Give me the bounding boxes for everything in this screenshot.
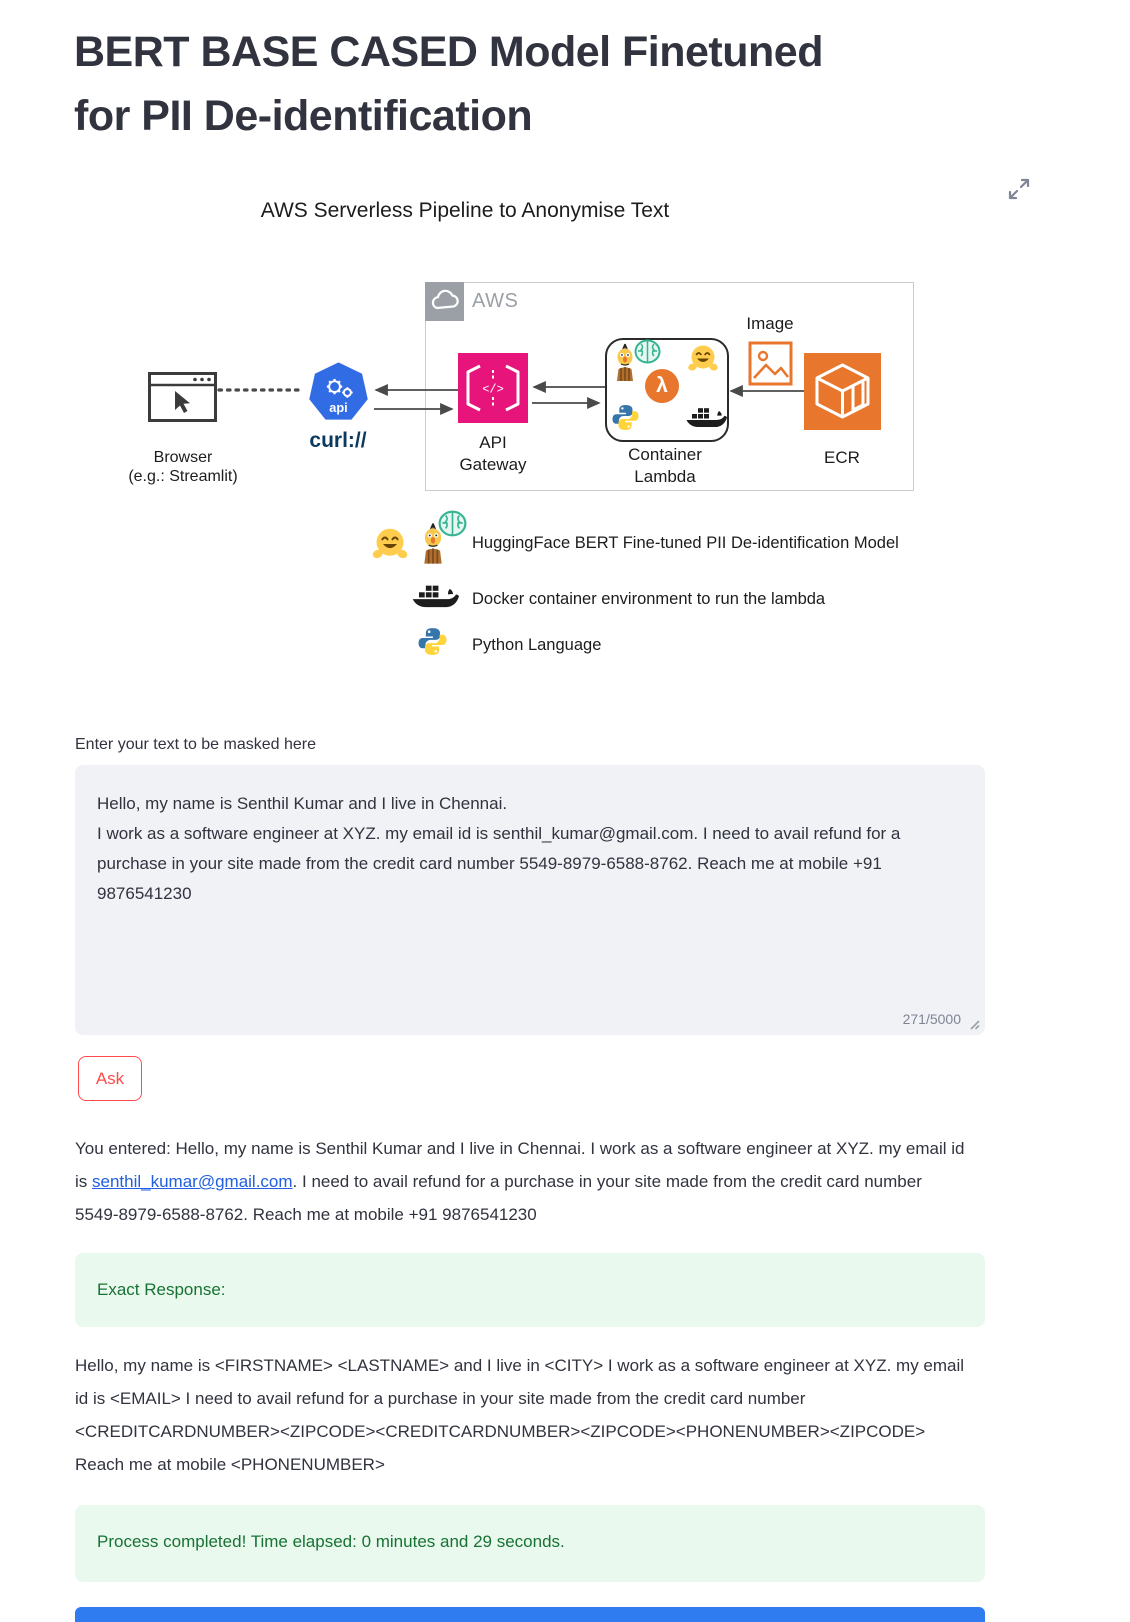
diagram-title: AWS Serverless Pipeline to Anonymise Text — [260, 199, 670, 222]
legend-item-python: Python Language — [472, 636, 602, 654]
exact-response-label: Exact Response: — [97, 1280, 226, 1299]
lambda-icon: λ — [645, 369, 679, 403]
container-lambda-label: Container Lambda — [628, 445, 702, 486]
mask-text-input[interactable] — [75, 765, 985, 1035]
email-link[interactable]: senthil_kumar@gmail.com — [92, 1172, 293, 1191]
bottom-blue-bar — [75, 1607, 985, 1622]
exact-response-box — [75, 1253, 985, 1327]
you-entered-text — [75, 1132, 970, 1231]
page-title-line2: for PII De-identification — [74, 92, 533, 140]
char-counter: 271/5000 — [902, 1011, 961, 1027]
browser-label: Browser (e.g.: Streamlit) — [128, 449, 238, 485]
process-status-text: Process completed! Time elapsed: 0 minutes and 29 seconds. — [97, 1532, 565, 1551]
legend-item-huggingface: HuggingFace BERT Fine-tuned PII De-identification Model — [472, 534, 899, 552]
ask-button[interactable]: Ask — [78, 1056, 142, 1101]
legend-item-docker: Docker container environment to run the lambda — [472, 590, 826, 608]
curl-logo-label: curl:// — [309, 429, 367, 452]
image-label: Image — [746, 314, 794, 333]
ecr-label: ECR — [824, 448, 860, 467]
brain-icon — [438, 510, 467, 537]
you-entered-suffix: . I need to avail refund for a purchase in your site made from the credit card number 5549-8979-6588-8762. Reach me at mobile +91 9876541230 — [75, 1172, 927, 1224]
page-title — [74, 20, 934, 148]
api-gateway-label: API Gateway — [459, 433, 527, 474]
svg-text:api: api — [329, 400, 348, 416]
page-title-line1: BERT BASE CASED Model Finetuned — [74, 28, 823, 76]
process-status-box — [75, 1505, 985, 1582]
hugging-face-icon — [372, 527, 408, 561]
python-icon — [418, 627, 447, 656]
textarea-label: Enter your text to be masked here — [75, 736, 317, 753]
svg-text:</>: </> — [482, 382, 504, 397]
masked-response-text: Hello, my name is <FIRSTNAME> <LASTNAME> and I live in <CITY> I work as a software engineer at XYZ. my email id is <EMAIL> I need to avail refund for a purchase in your site made from the credit card number <CREDITCARDNUMBER><ZIPCODE><CREDITCARDNUMBER><ZIPCODE><PHONENUMBER><ZIPCODE> Reach me at mobile <PHONENUMBER> — [75, 1356, 969, 1474]
fullscreen-expand-icon[interactable] — [1006, 176, 1032, 202]
you-entered-prefix: You entered: Hello, my name is Senthil Kumar and I live in Chennai. I work as a software engineer at XYZ. my email id is — [75, 1139, 970, 1191]
docker-whale-icon — [411, 582, 459, 614]
resize-handle-icon[interactable] — [969, 1019, 980, 1030]
aws-box-label: AWS — [472, 290, 519, 312]
text-input-area — [75, 765, 985, 1035]
diagram-arrows — [140, 300, 920, 470]
